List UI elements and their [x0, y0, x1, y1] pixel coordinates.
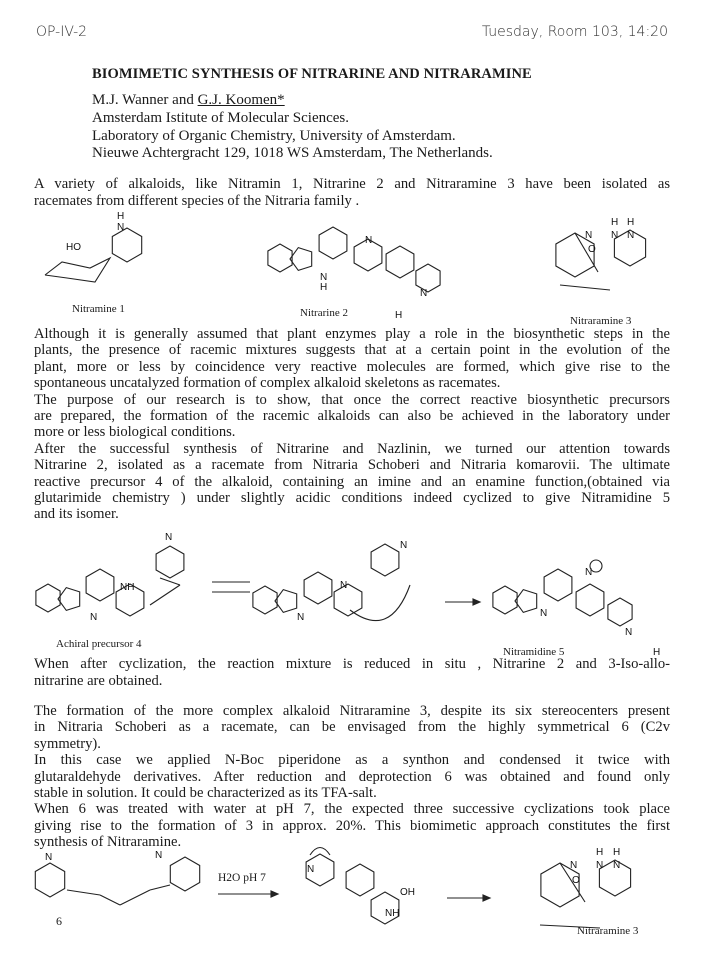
author-1: M.J. Wanner and [92, 92, 198, 108]
ring [86, 569, 114, 601]
label-nitraramine-3: Nitraramine 3 [577, 925, 639, 937]
text-line: The formation of the more complex alkaloid Nitraramine 3, despite its six stereocenters present [34, 703, 670, 719]
atom-label: H [611, 217, 619, 228]
atom-label: N [596, 860, 604, 871]
text-line: Nitrarine 2, isolated as a racemate from Nitraria Schoberi and Nitraria komarovii. The ultimate [34, 457, 670, 474]
atom-label: NH [120, 582, 135, 593]
text-line: After the successful synthesis of Nitrarine and Nazlinin, we turned our attention towards [34, 440, 670, 457]
text-line: synthesis of Nitraramine. [34, 834, 182, 851]
atom-label: N [585, 230, 593, 241]
ring [58, 588, 80, 611]
text-line: more or less biological conditions. [34, 424, 236, 441]
session-info: Tuesday, Room 103, 14:20 [481, 24, 668, 40]
text-line: and its isomer. [34, 506, 119, 523]
ring [544, 569, 572, 601]
ring [515, 590, 537, 613]
author-2: G.J. Koomen* [197, 92, 285, 108]
ring [319, 227, 347, 259]
text-line: racemates from different species of the Nitraria family . [34, 193, 360, 209]
affiliation-line: Amsterdam Istitute of Molecular Sciences. [92, 110, 350, 126]
atom-label: N [420, 288, 428, 299]
ring [576, 584, 604, 616]
ring [493, 586, 517, 614]
atom-label: H [653, 647, 661, 658]
bond [100, 895, 120, 905]
atom-label: N [90, 612, 98, 623]
label-nitrarine-2: Nitrarine 2 [300, 307, 348, 319]
text-line: stable in solution. It could be characterized as its TFA-salt. [34, 785, 377, 801]
text-line: plants, the presence of racemic mixtures suggests that at a certain point in the evolution of the [34, 342, 670, 359]
atom-label: O [588, 244, 596, 255]
bond [540, 925, 600, 928]
ring [304, 572, 332, 604]
ring [608, 598, 632, 626]
atom-label: N [625, 627, 633, 638]
atom-label: HO [66, 242, 81, 253]
ring [253, 586, 277, 614]
arrow-head [483, 895, 490, 901]
paper-title: BIOMIMETIC SYNTHESIS OF NITRARINE AND NITRARAMINE [92, 66, 532, 82]
ring [156, 546, 184, 578]
atom-label: NH [385, 908, 400, 919]
atom-label: N [320, 272, 328, 283]
affiliation-line: Laboratory of Organic Chemistry, University of Amsterdam. [92, 128, 456, 144]
atom-label: H [395, 310, 403, 321]
atom-label: H [596, 847, 604, 858]
label-precursor-4: Achiral precursor 4 [56, 638, 142, 650]
atom-label: N [165, 532, 173, 543]
ring [290, 248, 312, 271]
atom-h: H [320, 282, 328, 293]
arrow-head [473, 599, 480, 605]
text-line: in Nitraria Schoberi as a racemate, can be envisaged from the highly symmetrical 6 (C2v [34, 719, 670, 736]
text-line: When after cyclization, the reaction mixture is reduced in situ , Nitrarine 2 and 3-Iso-allo- [34, 656, 670, 672]
ring [275, 590, 297, 613]
atom-label: N [570, 860, 578, 871]
atom-label: N [307, 864, 315, 875]
abstract-code: OP-IV-2 [36, 24, 88, 40]
label-nitramine-1: Nitramine 1 [72, 303, 125, 315]
text-line: In this case we applied N-Boc piperidone as a synthon and condensed it twice with [34, 752, 670, 769]
ring [112, 228, 141, 262]
bond [67, 890, 100, 895]
ring [371, 544, 399, 576]
atom-label: O [572, 875, 580, 886]
text-line: A variety of alkaloids, like Nitramin 1, Nitrarine 2 and Nitraramine 3 have been isolated as [34, 176, 670, 192]
text-line: Although it is generally assumed that plant enzymes play a role in the biosynthetic steps in the [34, 326, 670, 342]
text-line: giving rise to the formation of 3 in approx. 20%. This biomimetic approach constitutes the first [34, 817, 670, 834]
ring [334, 584, 362, 616]
atom-label: N [585, 567, 593, 578]
bond [560, 285, 610, 290]
atom-label: N [365, 235, 373, 246]
text-line: When 6 was treated with water at pH 7, the expected three successive cyclizations took place [34, 801, 670, 818]
bond [150, 585, 180, 605]
text-line: plant, more or less by coincidence very reactive molecules are formed, which give rise to the [34, 358, 670, 375]
atom-label: N [155, 850, 163, 861]
ring [36, 584, 60, 612]
affiliation-line: Nieuwe Achtergracht 129, 1018 WS Amsterdam, The Netherlands. [92, 145, 493, 161]
atom-label: H [613, 847, 621, 858]
bond [160, 578, 180, 585]
atom-label: N [297, 612, 305, 623]
atom-label: N [117, 222, 125, 233]
text-line: spontaneous uncatalyzed formation of complex alkaloid skeletons as racemates. [34, 375, 501, 392]
atom-label: H [117, 211, 125, 222]
ring [346, 864, 374, 896]
positive-charge-icon [590, 560, 602, 572]
reaction-conditions: H2O pH 7 [218, 872, 266, 884]
label-nitraramine-3: Nitraramine 3 [570, 315, 632, 327]
arrow-head [271, 891, 278, 897]
text-line: are prepared, the formation of the racemic alkaloids can also be achieved in the laboratory under [34, 408, 670, 424]
ring [170, 857, 199, 891]
ring [386, 246, 414, 278]
label-compound-6: 6 [56, 914, 62, 928]
text-line: reactive precursor 4 of the alkaloid, containing an imine and an enamine function,(obtained via [34, 473, 670, 490]
text-line: glutaraldehyde derivatives. After reduction and deprotection 6 was obtained and found only [34, 768, 670, 785]
atom-label: H [627, 217, 635, 228]
bond [120, 890, 150, 905]
atom-label: N [45, 852, 53, 863]
ring [268, 244, 292, 272]
text-line: The purpose of our research is to show, that once the correct reactive biosynthetic precursors [34, 391, 670, 408]
atom-label: N [611, 230, 619, 241]
atom-label: OH [400, 887, 415, 898]
atom-label: N [540, 608, 548, 619]
text-line: nitrarine are obtained. [34, 673, 163, 689]
ring [45, 258, 110, 282]
bond [150, 885, 170, 890]
atom-label: N [400, 540, 408, 551]
atom-label: N [627, 230, 635, 241]
atom-label: N [613, 860, 621, 871]
text-line: glutarimide chemistry ) under slightly acidic conditions indeed cyclized to give Nitramidine 5 [34, 490, 670, 506]
text-line: symmetry). [34, 735, 101, 752]
label-nitramidine-5: Nitramidine 5 [503, 646, 565, 658]
atom-label: N [340, 580, 348, 591]
ring [35, 863, 64, 897]
